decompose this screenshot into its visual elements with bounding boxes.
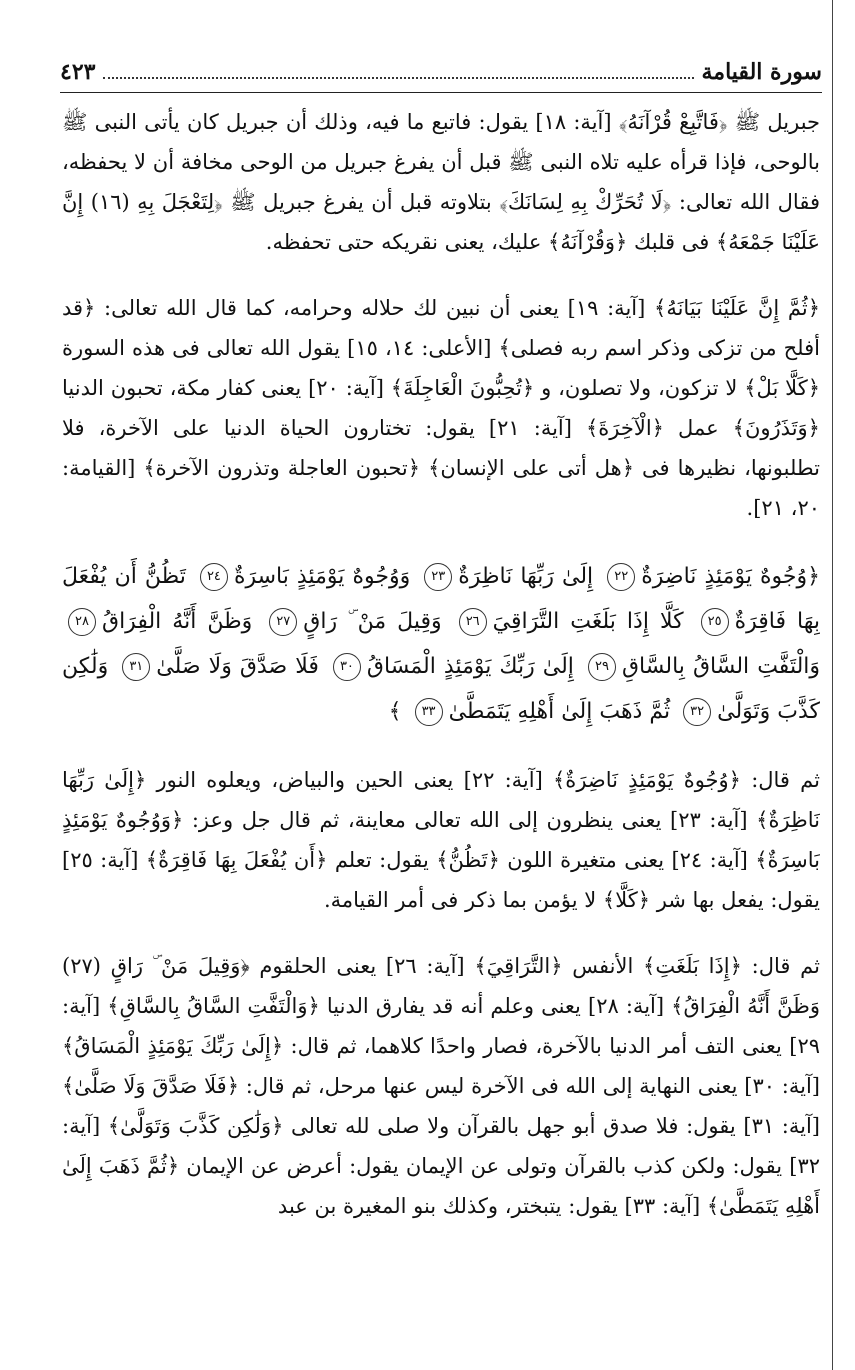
verse-text: وَالْتَفَّتِ السَّاقُ بِالسَّاقِ	[621, 654, 820, 679]
quran-verses-block	[62, 554, 820, 734]
verse-text: إِلَىٰ رَبِّكَ يَوْمَئِذٍ الْمَسَاقُ	[366, 654, 574, 679]
verse-text: تَظُنُّ أَن يُفْعَلَ بِهَا فَاقِرَةٌ	[62, 564, 820, 634]
verse-number-marker: ٢٦	[459, 608, 487, 636]
header-dots	[103, 65, 693, 79]
commentary-paragraph-1: جبريل ﷺ ﴿فَاتَّبِعْ قُرْآنَهُ﴾ [آية: ١٨] يقول: فاتبع ما فيه، وذلك أن جبريل كان يأتى النبى ﷺ بالوحى، فإذا قرأه عليه تلاه النبى ﷺ قبل أن يفرغ جبريل من الوحى مخافة أن لا يحفظه، فقال الله تعالى: ﴿لَا تُحَرِّكْ بِهِ لِسَانَكَ﴾ بتلاوته قبل أن يفرغ جبريل ﷺ ﴿لِتَعْجَلَ بِهِ (١٦) إِنَّ عَلَيْنَا جَمْعَهُ﴾ فى قلبك ﴿وَقُرْآنَهُ﴾ عليك، يعنى نقريكه حتى تحفظه.	[62, 110, 820, 254]
page-number: ٤٢٣	[60, 59, 96, 85]
verse-text: ﴿وُجُوهٌ يَوْمَئِذٍ نَاضِرَةٌ	[641, 564, 820, 589]
verse-number-marker: ٢٩	[588, 653, 616, 681]
verse-number-marker: ٢٢	[607, 563, 635, 591]
verse-close-bracket: ﴾	[388, 699, 402, 724]
verse-text: ثُمَّ ذَهَبَ إِلَىٰ أَهْلِهِ يَتَمَطَّىٰ	[448, 699, 671, 724]
commentary-paragraph-3: ثم قال: ﴿وُجُوهٌ يَوْمَئِذٍ نَاضِرَةٌ﴾ [آية: ٢٢] يعنى الحين والبياض، ويعلوه النور ﴿إِلَىٰ رَبِّهَا نَاظِرَةٌ﴾ [آية: ٢٣] يعنى ينظرون إلى الله تعالى معاينة، ثم قال جل وعز: ﴿وَوُجُوهٌ يَوْمَئِذٍ بَاسِرَةٌ﴾ [آية: ٢٤] يعنى متغيرة اللون ﴿تَظُنُّ﴾ يقول: تعلم ﴿أَن يُفْعَلَ بِهَا فَاقِرَةٌ﴾ [آية: ٢٥] يقول: يفعل بها شر ﴿كَلَّا﴾ لا يؤمن بما ذكر فى أمر القيامة.	[62, 768, 820, 912]
page-edge-line	[832, 0, 833, 1370]
verse-number-marker: ٢٤	[200, 563, 228, 591]
verse-number-marker: ٢٣	[424, 563, 452, 591]
surah-title: سورة القيامة	[701, 59, 822, 85]
page-body	[62, 102, 820, 1362]
verse-number-marker: ٣٢	[683, 698, 711, 726]
page-header	[60, 52, 822, 93]
commentary-paragraph-4: ثم قال: ﴿إِذَا بَلَغَتِ﴾ الأنفس ﴿التَّرَاقِيَ﴾ [آية: ٢٦] يعنى الحلقوم ﴿وَقِيلَ مَنْ ۜ رَاقٍ (٢٧) وَظَنَّ أَنَّهُ الْفِرَاقُ﴾ [آية: ٢٨] يعنى وعلم أنه قد يفارق الدنيا ﴿وَالْتَفَّتِ السَّاقُ بِالسَّاقِ﴾ [آية: ٢٩] يعنى التف أمر الدنيا بالآخرة، فصار واحدًا كلاهما، ثم قال: ﴿إِلَىٰ رَبِّكَ يَوْمَئِذٍ الْمَسَاقُ﴾ [آية: ٣٠] يعنى النهاية إلى الله فى الآخرة ليس عنها مرحل، ثم قال: ﴿فَلَا صَدَّقَ وَلَا صَلَّىٰ﴾ [آية: ٣١] يقول: فلا صدق أبو جهل بالقرآن ولا صلى لله تعالى ﴿وَلَٰكِن كَذَّبَ وَتَوَلَّىٰ﴾ [آية: ٣٢] يقول: ولكن كذب بالقرآن وتولى عن الإيمان يقول: أعرض عن الإيمان ﴿ثُمَّ ذَهَبَ إِلَىٰ أَهْلِهِ يَتَمَطَّىٰ﴾ [آية: ٣٣] يقول: يتبختر، وكذلك بنو المغيرة بن عبد	[62, 954, 820, 1218]
verse-number-marker: ٣٣	[415, 698, 443, 726]
verse-text: وَقِيلَ مَنْ ۜ رَاقٍ	[303, 609, 442, 634]
verse-text: فَلَا صَدَّقَ وَلَا صَلَّىٰ	[156, 654, 319, 679]
verse-number-marker: ٢٧	[269, 608, 297, 636]
verse-text: كَلَّا إِذَا بَلَغَتِ التَّرَاقِيَ	[492, 609, 684, 634]
verse-number-marker: ٢٨	[68, 608, 96, 636]
commentary-paragraph-2: ﴿ثُمَّ إِنَّ عَلَيْنَا بَيَانَهُ﴾ [آية: ١٩] يعنى أن نبين لك حلاله وحرامه، كما قال الله تعالى: ﴿قد أفلح من تزكى وذكر اسم ربه فصلى﴾ [الأعلى: ١٤، ١٥] يقول الله تعالى فى هذه السورة ﴿كَلَّا بَلْ﴾ لا تزكون، ولا تصلون، و ﴿تُحِبُّونَ الْعَاجِلَةَ﴾ [آية: ٢٠] يعنى كفار مكة، تحبون الدنيا ﴿وَتَذَرُونَ﴾ عمل ﴿الْآخِرَةَ﴾ [آية: ٢١] يقول: تختارون الحياة الدنيا على الآخرة، فلا تطلبونها، نظيرها فى ﴿هل أتى على الإنسان﴾ ﴿تحبون العاجلة وتذرون الآخرة﴾ [القيامة: ٢٠، ٢١].	[62, 296, 820, 520]
verse-text: إِلَىٰ رَبِّهَا نَاظِرَةٌ	[458, 564, 594, 589]
verse-number-marker: ٣٠	[333, 653, 361, 681]
verse-text: وَوُجُوهٌ يَوْمَئِذٍ بَاسِرَةٌ	[233, 564, 411, 589]
verse-number-marker: ٢٥	[701, 608, 729, 636]
verse-number-marker: ٣١	[122, 653, 150, 681]
verse-text: وَظَنَّ أَنَّهُ الْفِرَاقُ	[102, 609, 253, 634]
verse-text: وَلَٰكِن كَذَّبَ وَتَوَلَّىٰ	[62, 654, 820, 724]
